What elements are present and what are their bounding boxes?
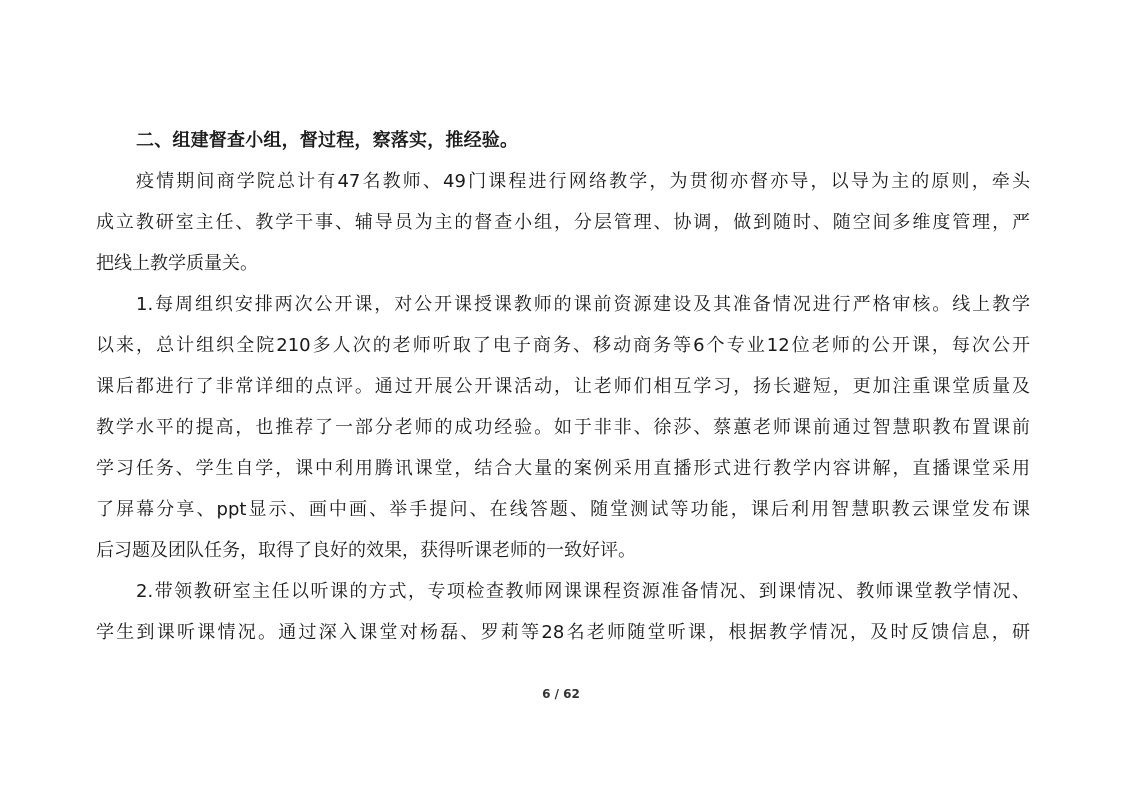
paragraph-line: 课后都进行了非常详细的点评。通过开展公开课活动，让老师们相互学习，扬长避短，更加注重课堂质量及 (96, 376, 1030, 397)
paragraph-line: 学习任务、学生自学，课中利用腾讯课堂，结合大量的案例采用直播形式进行教学内容讲解，直播课堂采用 (96, 458, 1030, 479)
page-number: 6 / 62 (542, 687, 580, 701)
document-body (96, 120, 1030, 653)
paragraph-line: 成立教研室主任、教学干事、辅导员为主的督查小组，分层管理、协调，做到随时、随空间多维度管理，严 (96, 212, 1030, 233)
paragraph-intro (96, 161, 1030, 284)
paragraph-item-1 (96, 284, 1030, 571)
paragraph-line: 学生到课听课情况。通过深入课堂对杨磊、罗莉等28名老师随堂听课，根据教学情况，及时反馈信息，研 (96, 622, 1030, 643)
section-heading: 二、组建督查小组，督过程，察落实，推经验。 (136, 130, 519, 151)
paragraph-line: 疫情期间商学院总计有47名教师、49门课程进行网络教学，为贯彻亦督亦导，以导为主的原则，牵头 (136, 171, 1030, 192)
paragraph-line: 1.每周组织安排两次公开课，对公开课授课教师的课前资源建设及其准备情况进行严格审核。线上教学 (136, 294, 1030, 315)
paragraph-line: 后习题及团队任务，取得了良好的效果，获得听课老师的一致好评。 (96, 540, 636, 561)
paragraph-line: 2.带领教研室主任以听课的方式，专项检查教师网课课程资源准备情况、到课情况、教师课堂教学情况、 (136, 581, 1030, 602)
paragraph-line: 以来，总计组织全院210多人次的老师听取了电子商务、移动商务等6个专业12位老师的公开课，每次公开 (96, 335, 1030, 356)
paragraph-line: 了屏幕分享、ppt显示、画中画、举手提问、在线答题、随堂测试等功能，课后利用智慧职教云课堂发布课 (96, 499, 1030, 520)
paragraph-line: 把线上教学质量关。 (96, 253, 258, 274)
paragraph-line: 教学水平的提高，也推荐了一部分老师的成功经验。如于非非、徐莎、蔡蕙老师课前通过智慧职教布置课前 (96, 417, 1030, 438)
paragraph-item-2 (96, 571, 1030, 653)
